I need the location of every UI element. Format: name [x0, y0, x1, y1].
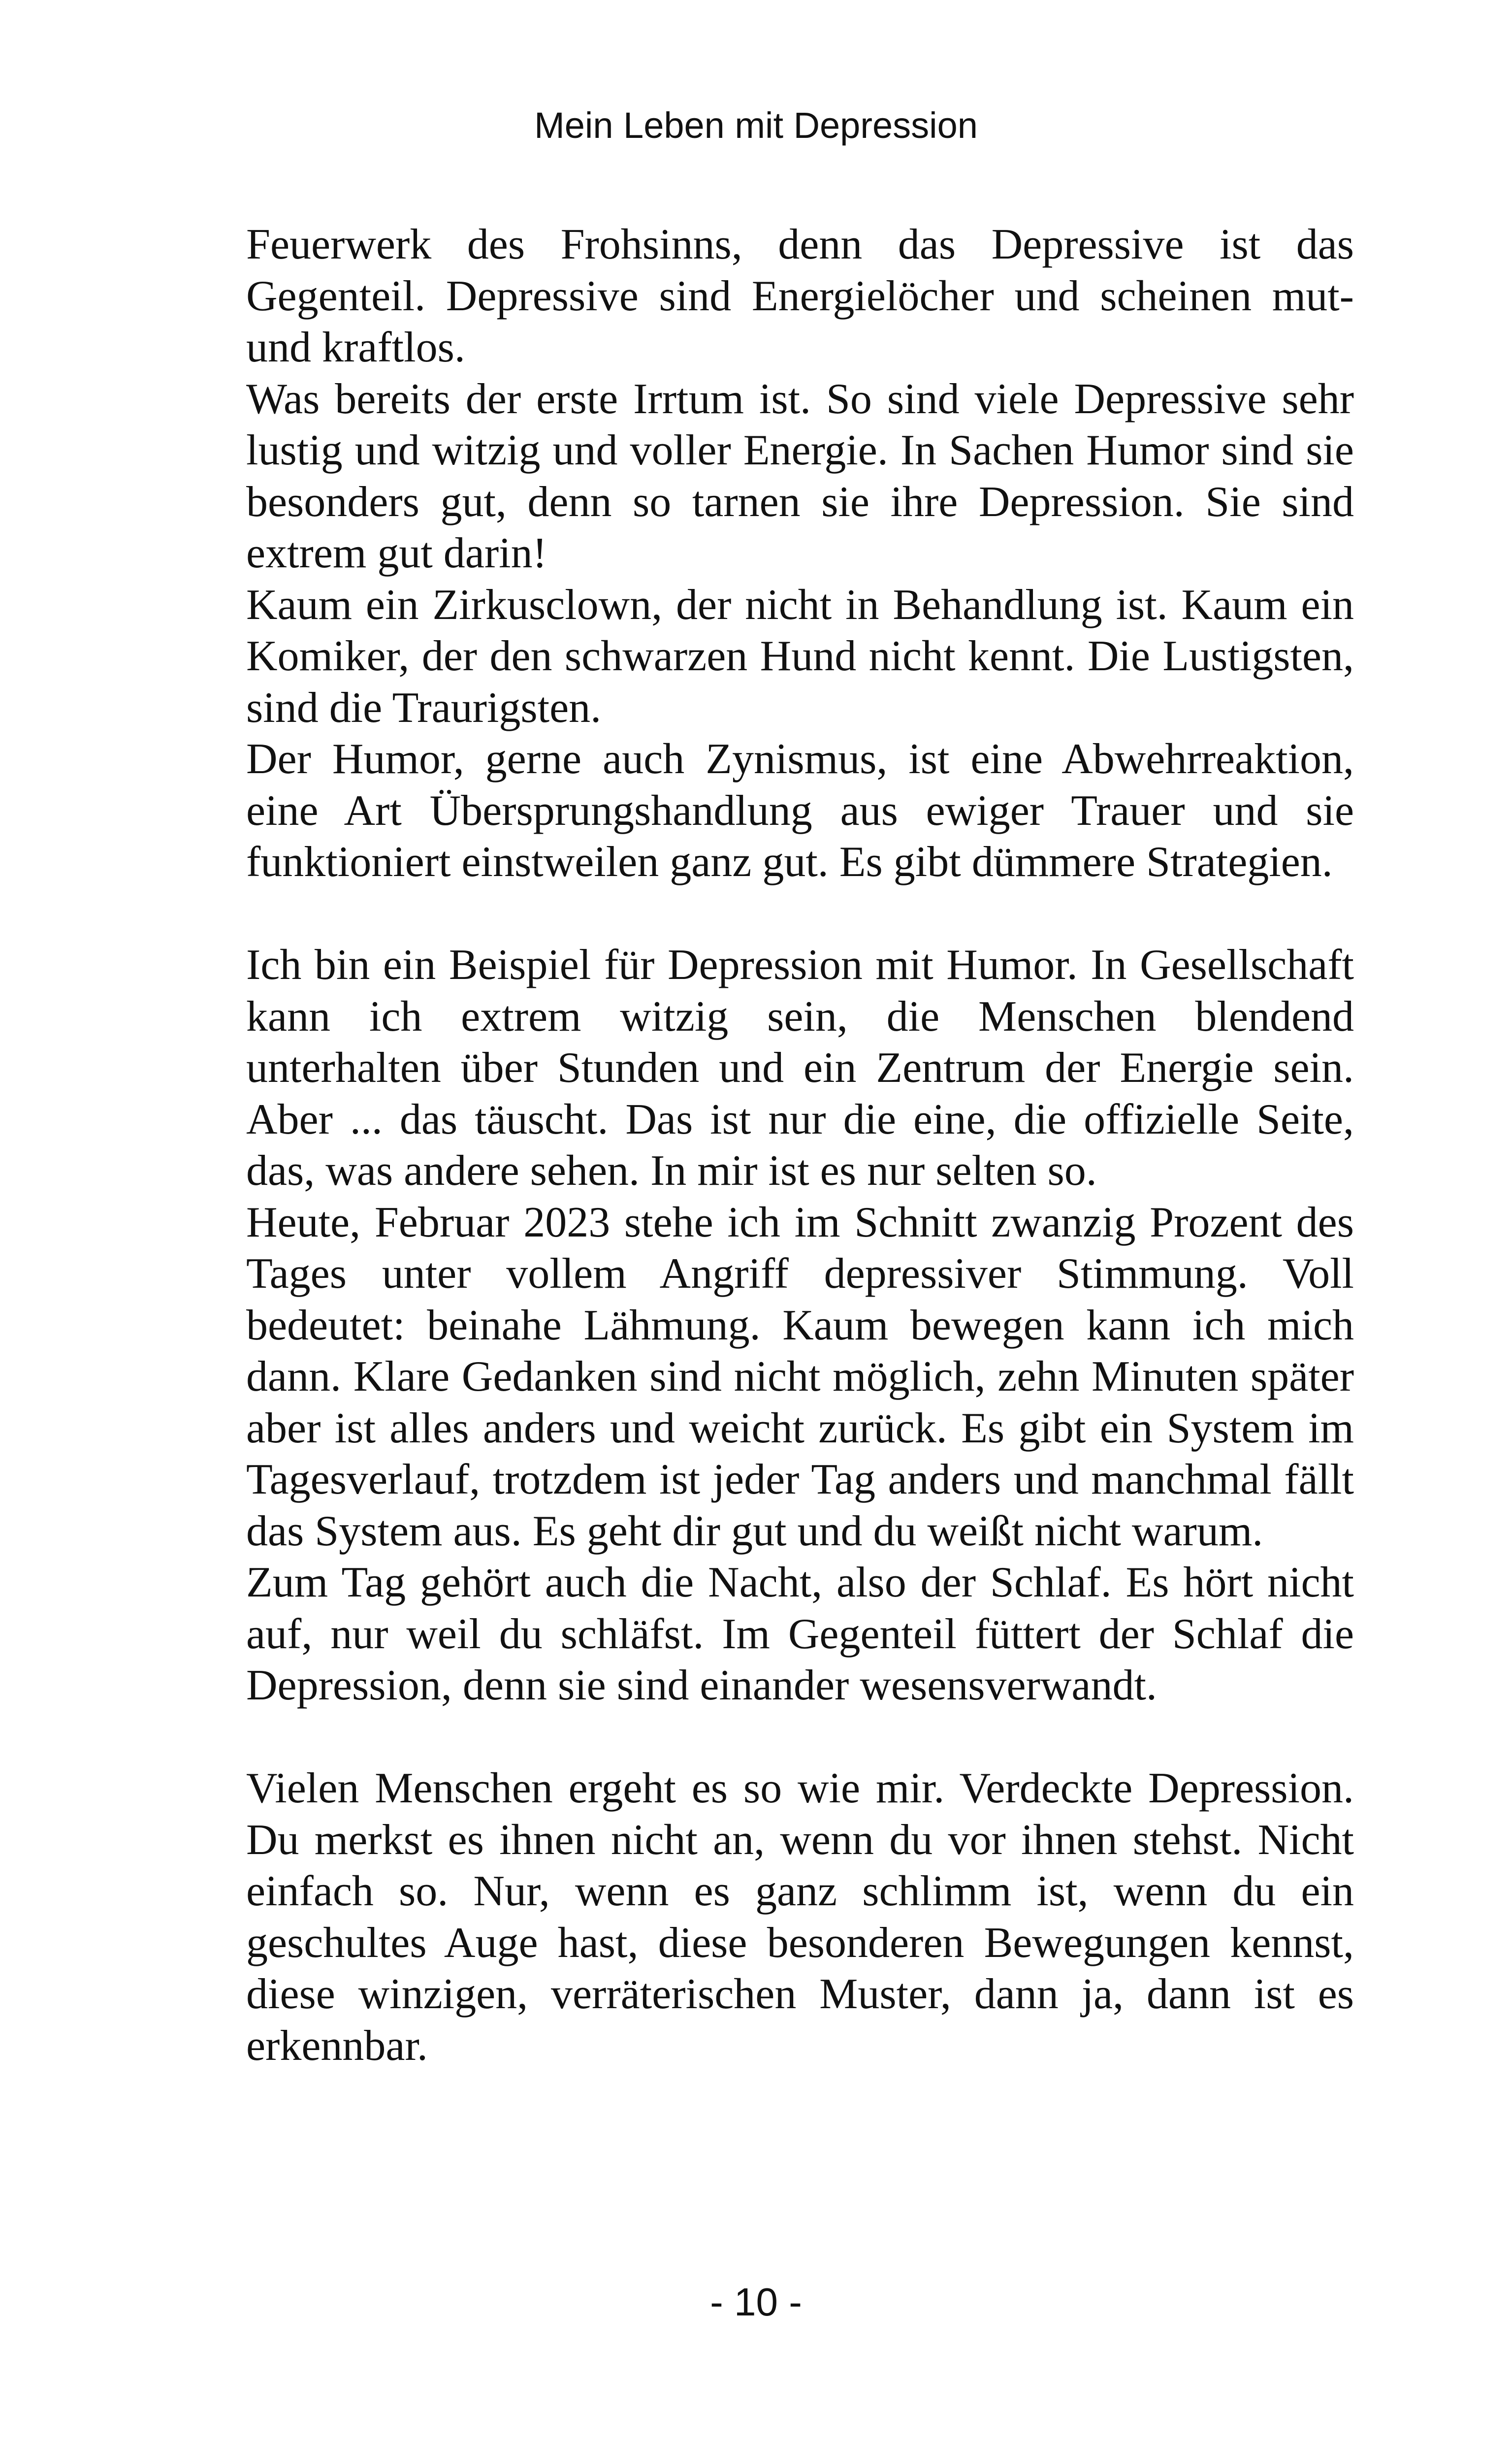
- page-number: - 10 -: [710, 2280, 802, 2324]
- paragraph: Ich bin ein Beispiel für Depression mit Humor. In Gesellschaft kann ich extrem witzig sein, die Menschen blendend unterhalten über Stunden und ein Zentrum der Energie sein. Aber ... das täuscht. Das ist nur die eine, die offizielle Seite, das, was andere sehen. In mir ist es nur selten so.: [246, 941, 1354, 1195]
- paragraph: Der Humor, gerne auch Zynismus, ist eine Abwehrreaktion, eine Art Übersprungshandlung aus ewiger Trauer und sie funktioniert einstweilen ganz gut. Es gibt dümmere Strategien.: [246, 735, 1354, 886]
- paragraph-spacer: [246, 888, 1354, 940]
- paragraph: Feuerwerk des Frohsinns, denn das Depressive ist das Gegenteil. Depressive sind Energielöcher und scheinen mut- und kraftlos.: [246, 221, 1354, 371]
- running-header-title: Mein Leben mit Depression: [534, 105, 978, 146]
- paragraph: Kaum ein Zirkusclown, der nicht in Behandlung ist. Kaum ein Komiker, der den schwarzen Hund nicht kennt. Die Lustigsten, sind die Traurigsten.: [246, 581, 1354, 732]
- paragraph: Zum Tag gehört auch die Nacht, also der Schlaf. Es hört nicht auf, nur weil du schläfst. Im Gegenteil füttert der Schlaf die Depression, denn sie sind einander wesensverwandt.: [246, 1559, 1354, 1709]
- paragraph: Heute, Februar 2023 stehe ich im Schnitt zwanzig Prozent des Tages unter vollem Angriff depressiver Stimmung. Voll bedeutet: beinahe Lähmung. Kaum bewegen kann ich mich dann. Klare Gedanken sind nicht möglich, zehn Minuten später aber ist alles anders und weicht zurück. Es gibt ein System im Tagesverlauf, trotzdem ist jeder Tag anders und manchmal fällt das System aus. Es geht dir gut und du weißt nicht warum.: [246, 1198, 1354, 1555]
- paragraph: Was bereits der erste Irrtum ist. So sind viele Depressive sehr lustig und witzig und voller Energie. In Sachen Humor sind sie besonders gut, denn so tarnen sie ihre Depression. Sie sind extrem gut darin!: [246, 375, 1354, 577]
- paragraph: Vielen Menschen ergeht es so wie mir. Verdeckte Depression. Du merkst es ihnen nicht an, wenn du vor ihnen stehst. Nicht einfach so. Nur, wenn es ganz schlimm ist, wenn du ein geschultes Auge hast, diese besonderen Bewegungen kennst, diese winzigen, verräterischen Muster, dann ja, dann ist es erkennbar.: [246, 1764, 1354, 2070]
- paragraph-spacer: [246, 1712, 1354, 1763]
- body-text: [246, 219, 1354, 2072]
